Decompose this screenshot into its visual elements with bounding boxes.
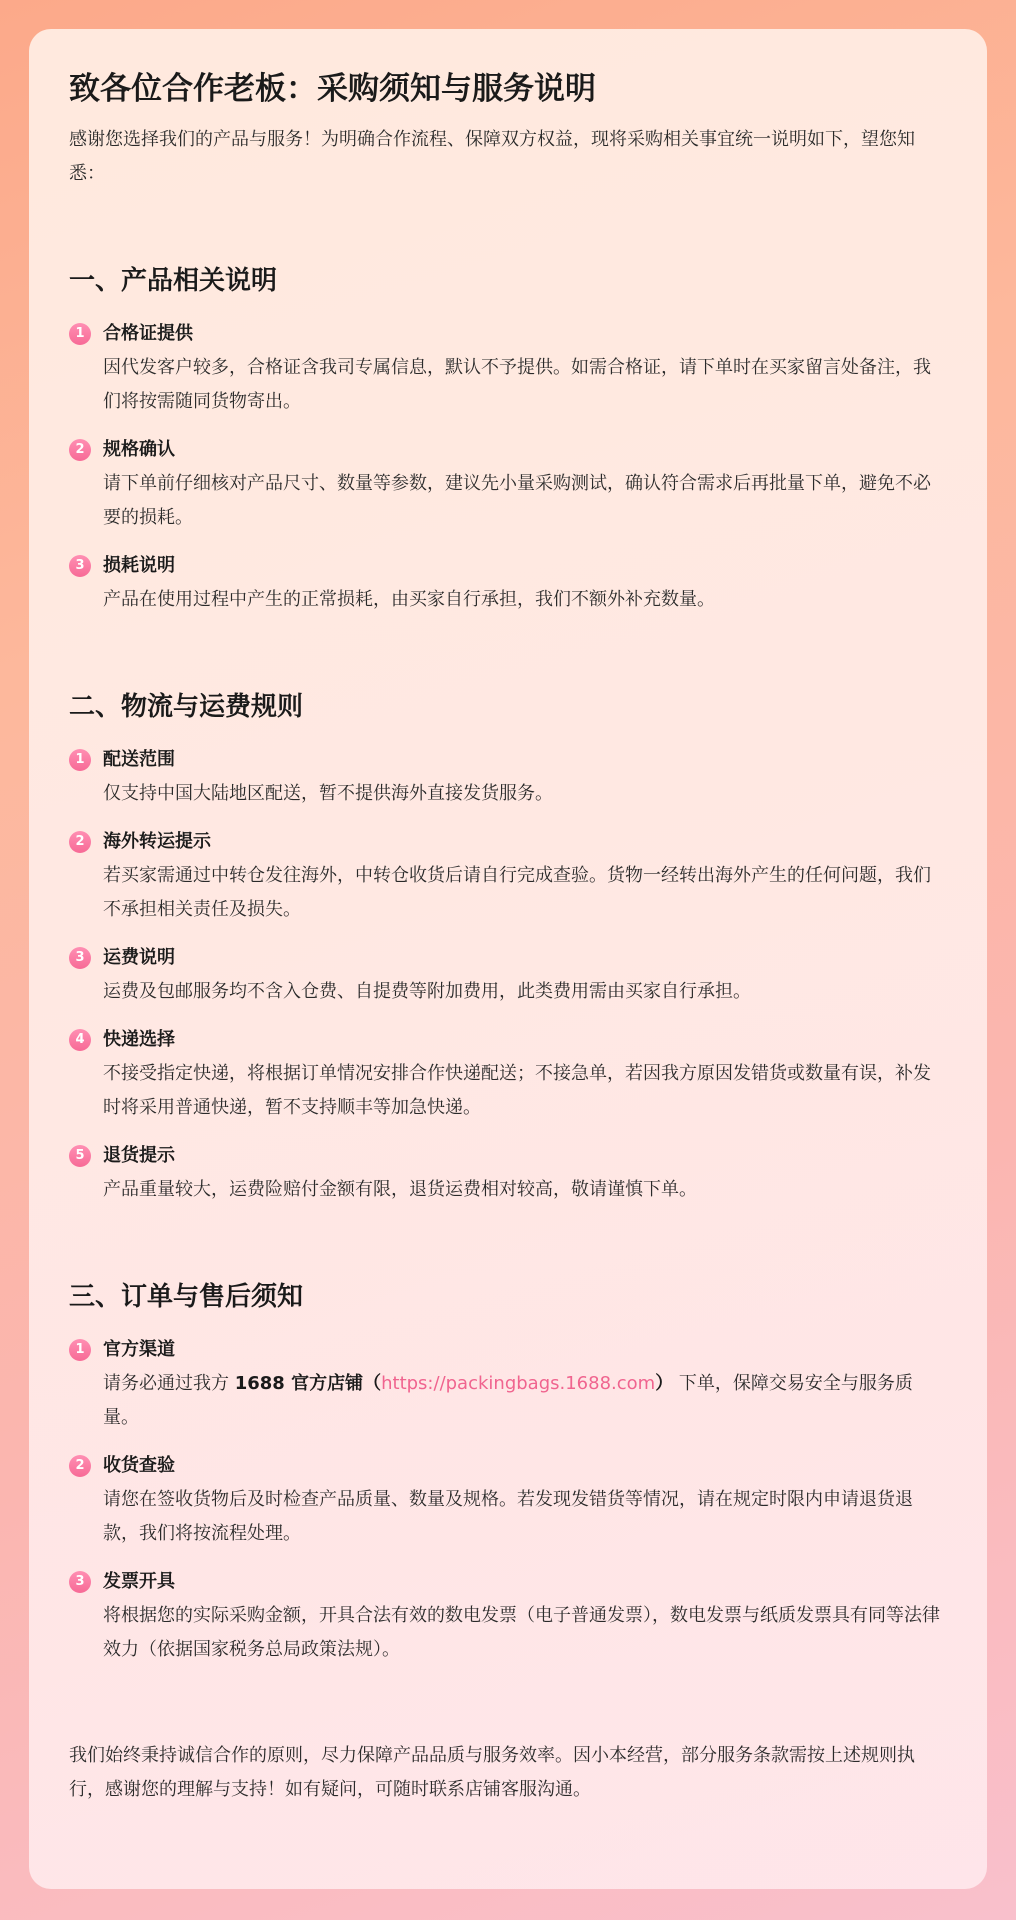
list-item <box>69 1569 947 1667</box>
item-desc: 因代发客户较多，合格证含我司专属信息，默认不予提供。如需合格证，请下单时在买家留言处备注，我们将按需随同货物寄出。 <box>103 357 931 412</box>
intro-text: 感谢您选择我们的产品与服务！为明确合作流程、保障双方权益，现将采购相关事宜统一说明如下，望您知悉： <box>69 129 915 184</box>
list-item <box>69 1143 947 1207</box>
item-desc: 若买家需通过中转仓发往海外，中转仓收货后请自行完成查验。货物一经转出海外产生的任何问题，我们不承担相关责任及损失。 <box>103 865 931 920</box>
section-orders <box>69 1279 947 1667</box>
desc-text: 请务必通过我方 <box>103 1373 235 1394</box>
number-badge: 3 <box>69 1571 91 1593</box>
section-product <box>69 263 947 617</box>
number-badge: 1 <box>69 749 91 771</box>
item-desc: 不接受指定快递，将根据订单情况安排合作快递配送；不接急单，若因我方原因发错货或数量有误，补发时将采用普通快递，暂不支持顺丰等加急快递。 <box>103 1063 931 1118</box>
number-badge: 3 <box>69 555 91 577</box>
list-item <box>69 1027 947 1125</box>
item-title: 合格证提供 <box>103 323 193 344</box>
list-item <box>69 1337 947 1435</box>
item-title: 运费说明 <box>103 947 175 968</box>
item-title: 海外转运提示 <box>103 831 211 852</box>
closing-text: 我们始终秉持诚信合作的原则，尽力保障产品品质与服务效率。因小本经营，部分服务条款需按上述规则执行，感谢您的理解与支持！如有疑问，可随时联系店铺客服沟通。 <box>69 1745 915 1800</box>
item-desc: 产品在使用过程中产生的正常损耗，由买家自行承担，我们不额外补充数量。 <box>103 589 715 610</box>
section-logistics <box>69 689 947 1207</box>
paren-close: ） <box>655 1373 674 1394</box>
paren-open: （ <box>363 1373 382 1394</box>
notice-card <box>29 29 987 1889</box>
number-badge: 1 <box>69 1339 91 1361</box>
number-badge: 1 <box>69 323 91 345</box>
item-title: 退货提示 <box>103 1145 175 1166</box>
item-desc: 请下单前仔细核对产品尺寸、数量等参数，建议先小量采购测试，确认符合需求后再批量下单，避免不必要的损耗。 <box>103 473 931 528</box>
number-badge: 2 <box>69 1455 91 1477</box>
number-badge: 2 <box>69 439 91 461</box>
section-title: 二、物流与运费规则 <box>69 692 304 722</box>
item-desc: 将根据您的实际采购金额，开具合法有效的数电发票（电子普通发票），数电发票与纸质发票具有同等法律效力（依据国家税务总局政策法规）。 <box>103 1605 940 1660</box>
item-title: 规格确认 <box>103 439 175 460</box>
section-title: 一、产品相关说明 <box>69 266 278 296</box>
number-badge: 2 <box>69 831 91 853</box>
desc-text: 下单，保障交易安全与服务质量。 <box>103 1373 913 1428</box>
item-desc: 运费及包邮服务均不含入仓费、自提费等附加费用，此类费用需由买家自行承担。 <box>103 981 751 1002</box>
number-badge: 4 <box>69 1029 91 1051</box>
store-link[interactable]: https://packingbags.1688.com <box>381 1373 656 1394</box>
page-title: 致各位合作老板：采购须知与服务说明 <box>69 71 596 107</box>
store-name: 1688 官方店铺 <box>234 1373 364 1394</box>
list-item <box>69 321 947 419</box>
item-title: 配送范围 <box>103 749 175 770</box>
item-desc <box>103 1367 947 1435</box>
list-item <box>69 747 947 811</box>
item-title: 快递选择 <box>103 1029 175 1050</box>
list-item <box>69 945 947 1009</box>
list-item <box>69 1453 947 1551</box>
section-title: 三、订单与售后须知 <box>69 1282 304 1312</box>
item-desc: 仅支持中国大陆地区配送，暂不提供海外直接发货服务。 <box>103 783 553 804</box>
list-item <box>69 553 947 617</box>
number-badge: 3 <box>69 947 91 969</box>
item-desc: 请您在签收货物后及时检查产品质量、数量及规格。若发现发错货等情况，请在规定时限内申请退货退款，我们将按流程处理。 <box>103 1489 913 1544</box>
list-item <box>69 437 947 535</box>
list-item <box>69 829 947 927</box>
item-title: 收货查验 <box>103 1455 175 1476</box>
item-title: 官方渠道 <box>103 1339 175 1360</box>
item-title: 损耗说明 <box>103 555 175 576</box>
number-badge: 5 <box>69 1145 91 1167</box>
item-desc: 产品重量较大，运费险赔付金额有限，退货运费相对较高，敬请谨慎下单。 <box>103 1179 697 1200</box>
item-title: 发票开具 <box>103 1571 175 1592</box>
